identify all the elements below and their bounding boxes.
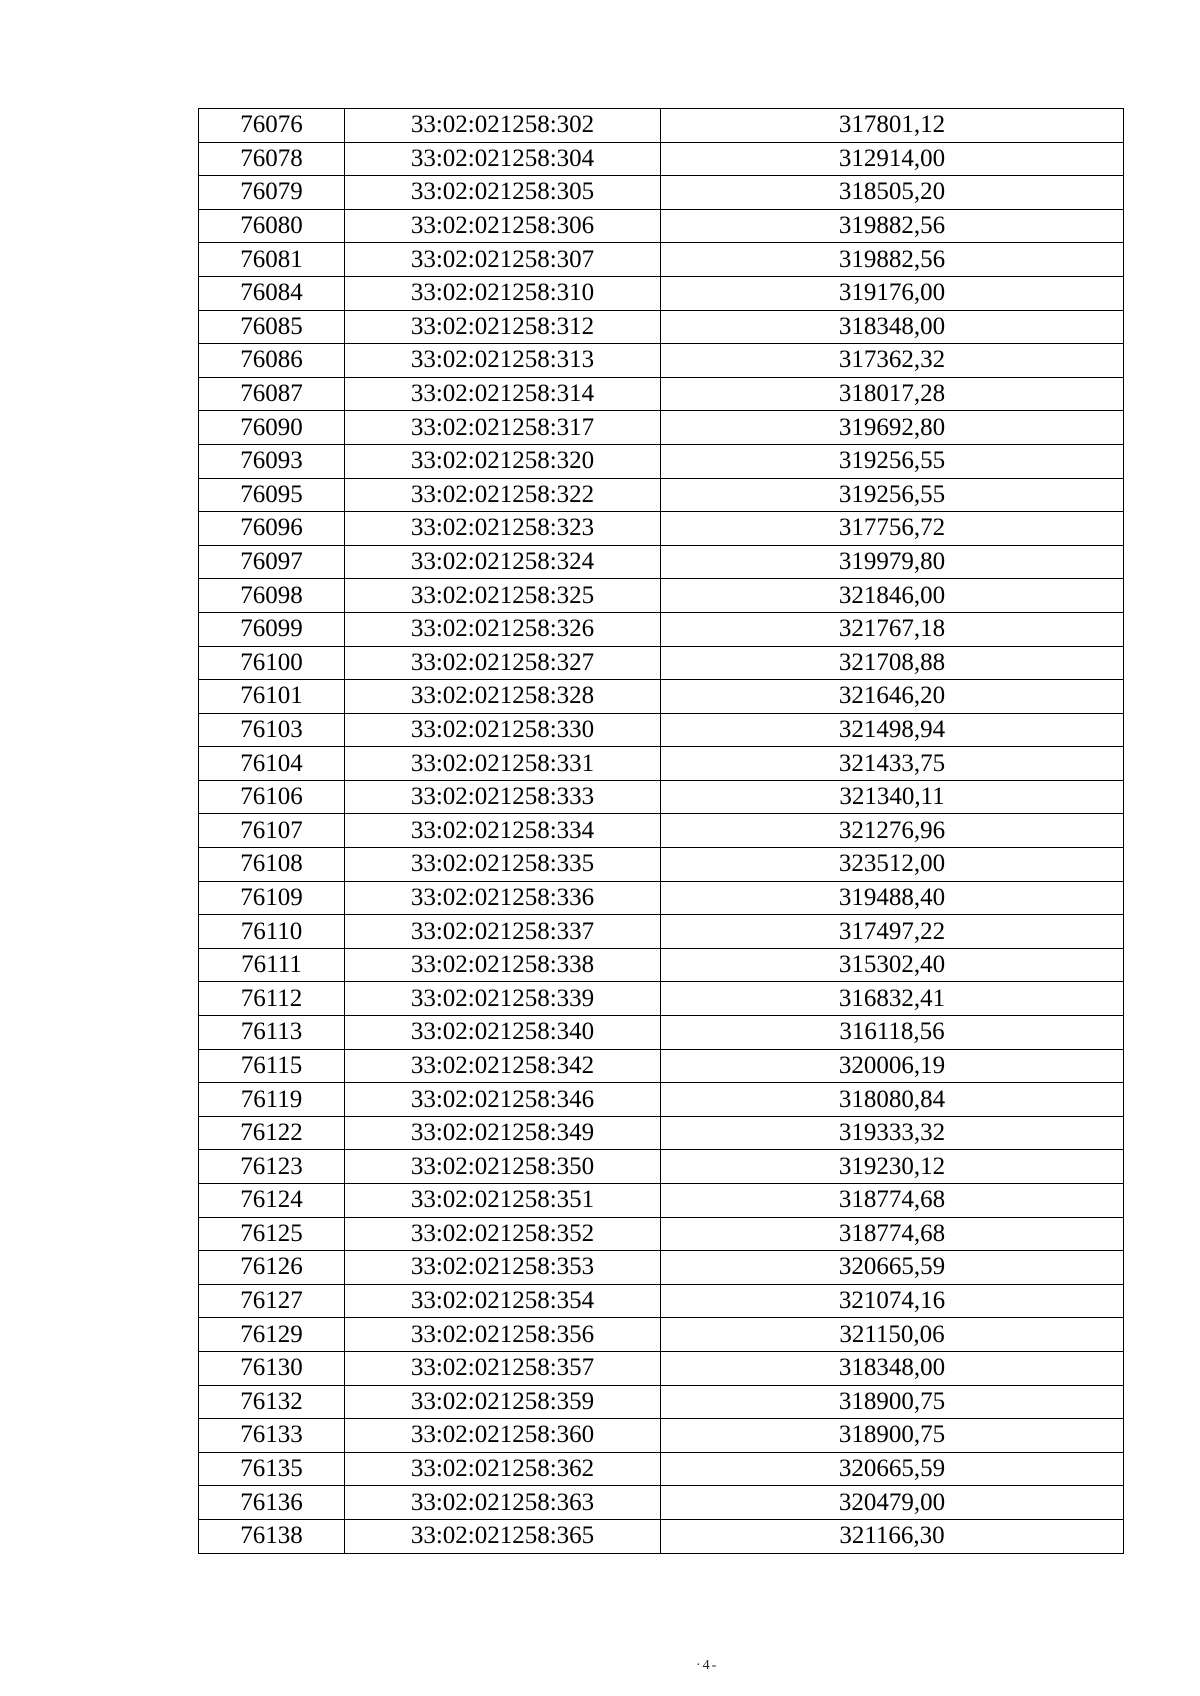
row-number-cell: 76096 — [199, 512, 345, 546]
table-row — [199, 1385, 1124, 1419]
cadastral-number-cell: 33:02:021258:320 — [345, 444, 661, 478]
table-row — [199, 848, 1124, 882]
cadastral-value-cell: 321498,94 — [661, 713, 1124, 747]
row-number-cell: 76108 — [199, 848, 345, 882]
table-row — [199, 1251, 1124, 1285]
cadastral-number-cell: 33:02:021258:310 — [345, 276, 661, 310]
cadastral-value-cell: 319692,80 — [661, 411, 1124, 445]
table-row — [199, 209, 1124, 243]
row-number-cell: 76081 — [199, 243, 345, 277]
cadastral-number-cell: 33:02:021258:331 — [345, 747, 661, 781]
row-number-cell: 76133 — [199, 1419, 345, 1453]
cadastral-value-cell: 318774,68 — [661, 1184, 1124, 1218]
cadastral-value-cell: 321150,06 — [661, 1318, 1124, 1352]
row-number-cell: 76076 — [199, 109, 345, 143]
table-row — [199, 1217, 1124, 1251]
row-number-cell: 76127 — [199, 1284, 345, 1318]
cadastral-number-cell: 33:02:021258:335 — [345, 848, 661, 882]
cadastral-value-cell: 316832,41 — [661, 982, 1124, 1016]
row-number-cell: 76110 — [199, 915, 345, 949]
cadastral-value-cell: 318348,00 — [661, 1351, 1124, 1385]
table-row — [199, 915, 1124, 949]
cadastral-value-cell: 323512,00 — [661, 848, 1124, 882]
cadastral-value-cell: 319488,40 — [661, 881, 1124, 915]
row-number-cell: 76079 — [199, 176, 345, 210]
row-number-cell: 76129 — [199, 1318, 345, 1352]
cadastral-number-cell: 33:02:021258:354 — [345, 1284, 661, 1318]
cadastral-number-cell: 33:02:021258:314 — [345, 377, 661, 411]
row-number-cell: 76109 — [199, 881, 345, 915]
cadastral-value-cell: 319882,56 — [661, 243, 1124, 277]
table-row — [199, 1083, 1124, 1117]
table-row — [199, 478, 1124, 512]
cadastral-value-cell: 316118,56 — [661, 1016, 1124, 1050]
row-number-cell: 76119 — [199, 1083, 345, 1117]
row-number-cell: 76113 — [199, 1016, 345, 1050]
cadastral-number-cell: 33:02:021258:313 — [345, 344, 661, 378]
row-number-cell: 76095 — [199, 478, 345, 512]
cadastral-number-cell: 33:02:021258:337 — [345, 915, 661, 949]
row-number-cell: 76136 — [199, 1486, 345, 1520]
cadastral-number-cell: 33:02:021258:324 — [345, 545, 661, 579]
cadastral-number-cell: 33:02:021258:342 — [345, 1049, 661, 1083]
table-row — [199, 142, 1124, 176]
cadastral-value-cell: 320665,59 — [661, 1452, 1124, 1486]
table-row — [199, 1351, 1124, 1385]
table-body — [199, 109, 1124, 1554]
cadastral-value-cell: 321433,75 — [661, 747, 1124, 781]
cadastral-number-cell: 33:02:021258:359 — [345, 1385, 661, 1419]
table-row — [199, 243, 1124, 277]
row-number-cell: 76106 — [199, 780, 345, 814]
cadastral-number-cell: 33:02:021258:353 — [345, 1251, 661, 1285]
cadastral-value-cell: 318017,28 — [661, 377, 1124, 411]
table-row — [199, 1318, 1124, 1352]
row-number-cell: 76104 — [199, 747, 345, 781]
table-row — [199, 1519, 1124, 1553]
row-number-cell: 76125 — [199, 1217, 345, 1251]
cadastral-number-cell: 33:02:021258:304 — [345, 142, 661, 176]
row-number-cell: 76111 — [199, 948, 345, 982]
cadastral-value-cell: 321846,00 — [661, 579, 1124, 613]
row-number-cell: 76078 — [199, 142, 345, 176]
table-row — [199, 982, 1124, 1016]
cadastral-number-cell: 33:02:021258:336 — [345, 881, 661, 915]
cadastral-number-cell: 33:02:021258:356 — [345, 1318, 661, 1352]
table-row — [199, 176, 1124, 210]
cadastral-number-cell: 33:02:021258:325 — [345, 579, 661, 613]
table-row — [199, 680, 1124, 714]
row-number-cell: 76085 — [199, 310, 345, 344]
cadastral-number-cell: 33:02:021258:305 — [345, 176, 661, 210]
page-number-mark: ·4- — [696, 1658, 719, 1673]
table-row — [199, 780, 1124, 814]
cadastral-number-cell: 33:02:021258:323 — [345, 512, 661, 546]
row-number-cell: 76100 — [199, 646, 345, 680]
table-row — [199, 1116, 1124, 1150]
cadastral-value-cell: 318348,00 — [661, 310, 1124, 344]
table-row — [199, 1452, 1124, 1486]
cadastral-number-cell: 33:02:021258:363 — [345, 1486, 661, 1520]
cadastral-number-cell: 33:02:021258:349 — [345, 1116, 661, 1150]
cadastral-number-cell: 33:02:021258:302 — [345, 109, 661, 143]
table-row — [199, 512, 1124, 546]
table-row — [199, 1016, 1124, 1050]
cadastral-number-cell: 33:02:021258:328 — [345, 680, 661, 714]
cadastral-number-cell: 33:02:021258:360 — [345, 1419, 661, 1453]
cadastral-number-cell: 33:02:021258:350 — [345, 1150, 661, 1184]
table-row — [199, 948, 1124, 982]
table-row — [199, 1284, 1124, 1318]
row-number-cell: 76115 — [199, 1049, 345, 1083]
cadastral-number-cell: 33:02:021258:346 — [345, 1083, 661, 1117]
row-number-cell: 76087 — [199, 377, 345, 411]
cadastral-number-cell: 33:02:021258:338 — [345, 948, 661, 982]
table-row — [199, 1486, 1124, 1520]
row-number-cell: 76135 — [199, 1452, 345, 1486]
cadastral-value-cell: 319230,12 — [661, 1150, 1124, 1184]
row-number-cell: 76112 — [199, 982, 345, 1016]
row-number-cell: 76086 — [199, 344, 345, 378]
table-row — [199, 579, 1124, 613]
row-number-cell: 76138 — [199, 1519, 345, 1553]
table-row — [199, 276, 1124, 310]
cadastral-number-cell: 33:02:021258:307 — [345, 243, 661, 277]
table-row — [199, 310, 1124, 344]
row-number-cell: 76130 — [199, 1351, 345, 1385]
row-number-cell: 76080 — [199, 209, 345, 243]
cadastral-value-cell: 318900,75 — [661, 1385, 1124, 1419]
row-number-cell: 76093 — [199, 444, 345, 478]
cadastral-number-cell: 33:02:021258:312 — [345, 310, 661, 344]
cadastral-number-cell: 33:02:021258:327 — [345, 646, 661, 680]
cadastral-value-cell: 320665,59 — [661, 1251, 1124, 1285]
cadastral-value-cell: 318080,84 — [661, 1083, 1124, 1117]
cadastral-value-cell: 321166,30 — [661, 1519, 1124, 1553]
row-number-cell: 76126 — [199, 1251, 345, 1285]
cadastral-value-cell: 321074,16 — [661, 1284, 1124, 1318]
cadastral-number-cell: 33:02:021258:362 — [345, 1452, 661, 1486]
cadastral-number-cell: 33:02:021258:333 — [345, 780, 661, 814]
table-row — [199, 109, 1124, 143]
table-row — [199, 1419, 1124, 1453]
table-row — [199, 747, 1124, 781]
cadastral-number-cell: 33:02:021258:351 — [345, 1184, 661, 1218]
table-row — [199, 881, 1124, 915]
row-number-cell: 76101 — [199, 680, 345, 714]
table-row — [199, 1150, 1124, 1184]
table-row — [199, 1184, 1124, 1218]
cadastral-number-cell: 33:02:021258:339 — [345, 982, 661, 1016]
cadastral-value-cell: 321708,88 — [661, 646, 1124, 680]
cadastral-value-cell: 319333,32 — [661, 1116, 1124, 1150]
cadastral-value-cell: 319256,55 — [661, 444, 1124, 478]
table-row — [199, 1049, 1124, 1083]
cadastral-value-cell: 318900,75 — [661, 1419, 1124, 1453]
table-row — [199, 612, 1124, 646]
table-row — [199, 814, 1124, 848]
cadastral-value-cell: 321276,96 — [661, 814, 1124, 848]
cadastral-number-cell: 33:02:021258:334 — [345, 814, 661, 848]
table-row — [199, 344, 1124, 378]
row-number-cell: 76122 — [199, 1116, 345, 1150]
row-number-cell: 76124 — [199, 1184, 345, 1218]
cadastral-number-cell: 33:02:021258:317 — [345, 411, 661, 445]
row-number-cell: 76098 — [199, 579, 345, 613]
table-row — [199, 377, 1124, 411]
table-row — [199, 646, 1124, 680]
cadastral-value-cell: 318505,20 — [661, 176, 1124, 210]
cadastral-value-cell: 320479,00 — [661, 1486, 1124, 1520]
row-number-cell: 76123 — [199, 1150, 345, 1184]
row-number-cell: 76103 — [199, 713, 345, 747]
row-number-cell: 76090 — [199, 411, 345, 445]
cadastral-value-cell: 312914,00 — [661, 142, 1124, 176]
table-row — [199, 545, 1124, 579]
cadastral-value-cell: 318774,68 — [661, 1217, 1124, 1251]
cadastral-value-cell: 317756,72 — [661, 512, 1124, 546]
cadastral-value-cell: 315302,40 — [661, 948, 1124, 982]
row-number-cell: 76107 — [199, 814, 345, 848]
cadastral-value-cell: 317801,12 — [661, 109, 1124, 143]
cadastral-value-cell: 319256,55 — [661, 478, 1124, 512]
cadastral-number-cell: 33:02:021258:352 — [345, 1217, 661, 1251]
table-row — [199, 713, 1124, 747]
cadastral-number-cell: 33:02:021258:322 — [345, 478, 661, 512]
table-row — [199, 411, 1124, 445]
cadastral-value-cell: 319882,56 — [661, 209, 1124, 243]
cadastral-number-cell: 33:02:021258:365 — [345, 1519, 661, 1553]
cadastral-value-table — [198, 108, 1124, 1554]
row-number-cell: 76084 — [199, 276, 345, 310]
cadastral-number-cell: 33:02:021258:357 — [345, 1351, 661, 1385]
cadastral-number-cell: 33:02:021258:306 — [345, 209, 661, 243]
cadastral-value-cell: 317362,32 — [661, 344, 1124, 378]
cadastral-value-cell: 320006,19 — [661, 1049, 1124, 1083]
cadastral-value-cell: 321646,20 — [661, 680, 1124, 714]
row-number-cell: 76099 — [199, 612, 345, 646]
cadastral-number-cell: 33:02:021258:330 — [345, 713, 661, 747]
row-number-cell: 76132 — [199, 1385, 345, 1419]
cadastral-value-cell: 319979,80 — [661, 545, 1124, 579]
row-number-cell: 76097 — [199, 545, 345, 579]
cadastral-value-cell: 317497,22 — [661, 915, 1124, 949]
cadastral-value-cell: 321767,18 — [661, 612, 1124, 646]
cadastral-number-cell: 33:02:021258:340 — [345, 1016, 661, 1050]
cadastral-number-cell: 33:02:021258:326 — [345, 612, 661, 646]
cadastral-value-cell: 319176,00 — [661, 276, 1124, 310]
cadastral-value-cell: 321340,11 — [661, 780, 1124, 814]
table-row — [199, 444, 1124, 478]
